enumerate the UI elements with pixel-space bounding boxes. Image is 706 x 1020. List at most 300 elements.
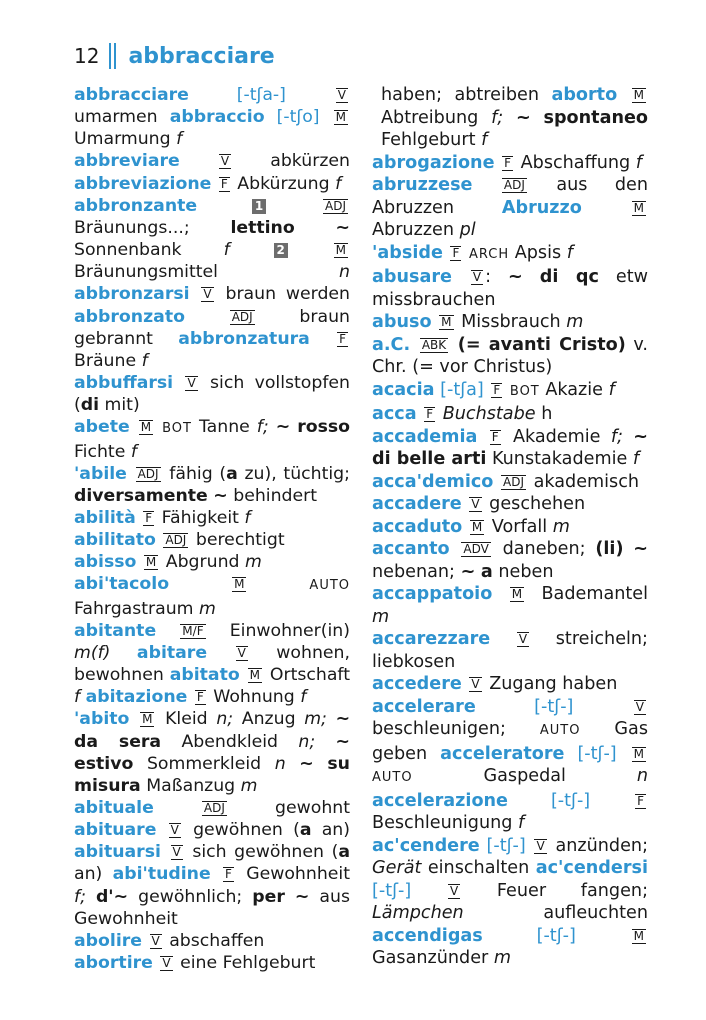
pos-tag: M [249,668,260,683]
headword: accelerare [372,696,476,717]
compound: rosso [297,417,351,438]
pos-tag: V [187,376,196,391]
gender: n [274,753,286,774]
translation: sich gewöhnen [192,842,324,863]
headword: aborto [551,85,618,105]
gender: f [518,813,525,833]
field-label: ARCH [468,246,510,262]
translation: Abschaffung [520,152,631,173]
compound: di belle arti [372,449,487,469]
pos-tag: V [162,956,171,971]
translation: Kunstakademie [491,449,628,469]
pronunciation: [-tʃ-] [577,743,617,764]
tilde: ~ [294,886,310,907]
preposition: a [338,842,350,863]
pos-tag: V [220,154,230,169]
translation: Gasanzünder [372,948,489,968]
translation: Feuer fangen; [496,880,648,901]
headword: abilità [74,507,136,528]
translation: Gas geben [372,719,648,764]
gender: f [335,173,342,194]
headword: abilitato [74,530,156,551]
field-label: AUTO [309,578,351,594]
headword: acceleratore [440,743,565,764]
dictionary-entry [372,242,648,267]
tilde: ~ [335,217,351,238]
pos-tag: M [335,243,347,258]
pos-tag: ADJ [231,309,253,324]
gender: n [339,262,350,283]
compound: per [252,886,285,907]
pos-tag: M [145,555,157,570]
preposition: a [480,561,493,582]
headword: abbronzante [74,195,198,216]
translation: neben [498,561,554,582]
translation: Apsis [514,242,562,263]
gender: m [493,948,512,968]
dictionary-entry [372,266,648,311]
dictionary-entry [372,174,648,242]
pos-tag: V [151,933,160,948]
translation: Beschleunigung [372,813,513,833]
pronunciation: [-tʃ-] [372,880,412,901]
pos-tag: ADJ [503,474,524,489]
dictionary-entry [372,493,648,516]
dictionary-entry [372,152,648,175]
headword: abi'tacolo [74,574,170,595]
gender: m [566,312,584,332]
headword: abitato [169,665,240,686]
dictionary-entry [74,797,350,930]
pos-tag: V [203,287,212,302]
dictionary-entry [372,696,648,835]
headword: abbronzarsi [74,284,190,305]
translation: aus Gewohnheit [74,886,350,929]
headword: abbreviazione [74,173,212,194]
gender: m [372,606,390,627]
translation: zu), tüchtig; [244,463,350,484]
sense-number: 2 [274,243,288,258]
translation: geschehen [489,494,586,514]
pos-tag: F [339,331,346,346]
pos-tag: F [426,407,434,421]
pos-tag: M [633,88,644,102]
tilde: ~ [335,709,351,730]
preposition: a [226,463,238,484]
pos-tag: ABK [421,337,447,352]
dictionary-entry [372,583,648,628]
translation: abschaffen [169,930,265,951]
dictionary-entry [74,708,350,797]
pos-tag: ADV [463,542,489,556]
translation: nebenan; [372,561,455,582]
translation: Bräunungs...; [74,217,190,238]
translation: Maßanzug [146,775,236,796]
pos-tag: M/F [182,623,204,638]
translation: Vorfall [491,516,548,537]
sense-number: 1 [252,199,266,214]
gender: m(f) [74,642,111,663]
headword: accaduto [372,516,463,537]
gender: m; [304,709,327,730]
dictionary-entry [372,628,648,673]
gender: f [244,507,251,528]
translation: Bräune [74,350,137,371]
dictionary-entry [372,379,648,404]
headword: acca [372,404,417,424]
translation: Gewohnheit [246,864,350,885]
gender: n; [298,731,316,752]
dictionary-entry [74,573,350,619]
translation: an) [74,864,103,885]
compound: d'~ [95,886,129,907]
translation: Akazie [545,379,603,400]
pronunciation: [-tʃa] [440,379,484,400]
tilde: ~ [508,267,523,287]
headword: 'abside [372,242,443,263]
translation: Wohnung [213,687,295,708]
gender: m [199,598,216,619]
headword: 'abito [74,709,130,730]
translation: berechtigt [195,530,285,551]
dictionary-entry [74,463,350,507]
translation: Fahrgastraum [74,598,194,619]
headword: acacia [372,379,435,400]
translation: liebkosen [372,651,456,672]
dictionary-entry [372,835,648,970]
paren: ( [219,463,227,484]
note: Buchstabe [442,404,536,424]
colon: : [485,267,492,287]
tilde: ~ [299,753,314,774]
page-number: 12 [74,44,100,68]
pronunciation: [-tʃo] [276,107,320,128]
pos-tag: ADJ [325,198,347,213]
pos-tag: F [491,429,499,444]
headword: a.C. [372,334,411,355]
dictionary-entry [74,529,350,551]
translation: umarmen [74,107,158,128]
dictionary-entry [372,334,648,379]
paren: ( [74,395,81,416]
preposition: a [299,820,312,841]
translation: abkürzen [270,151,350,172]
headword: abitante [74,620,157,641]
pos-tag: ADJ [137,466,159,481]
running-head: abbracciare [128,43,275,69]
translation: sich vollstopfen [210,373,350,394]
compound: estivo [74,753,134,774]
pos-tag: F [220,176,228,191]
headword: 'abile [74,463,127,484]
note: Gerät [372,858,422,878]
dictionary-entry [372,403,648,426]
gender: m [552,516,570,537]
headword: abisso [74,552,137,573]
gender: f [635,152,642,173]
translation: Abruzzen [372,220,455,240]
translation: wohnen, bewohnen [74,642,350,686]
dictionary-entry [372,311,648,334]
pos-tag: F [225,867,232,882]
translation: Tanne [198,417,250,438]
gender: m [240,775,258,796]
pos-tag: M [441,315,452,329]
dictionary-entry [74,372,350,416]
translation: mit) [104,395,140,416]
translation: gewohnt [275,798,351,818]
dictionary-entry [74,620,350,709]
gender: f [74,687,81,708]
pronunciation: [-tʃ-] [534,696,574,717]
pos-tag: V [635,699,644,714]
gender: f [130,441,137,462]
headword: abbracciare [74,85,189,105]
translation: streicheln; [555,629,648,649]
translation: daneben; [502,539,586,559]
dictionary-entry [74,84,350,150]
gender: f [632,449,640,469]
translation: haben; abtreiben [381,85,539,105]
headword: accadere [372,494,462,514]
left-column [74,84,350,974]
headword: accelerazione [372,790,508,811]
pos-tag: ADJ [503,178,525,192]
tilde: ~ [515,107,531,128]
dictionary-entry [74,930,350,952]
headword: abituare [74,820,157,841]
translation: aufleuchten [543,903,648,923]
tilde: ~ [335,731,351,752]
pronunciation: [-tʃa-] [236,85,286,105]
pos-tag: V [237,645,246,660]
tilde: ~ [633,539,648,559]
headword: accademia [372,426,478,447]
translation: gewöhnlich; [138,886,243,907]
tilde: ~ [633,426,649,447]
translation: braun gebrannt [74,306,350,349]
pos-tag: F [196,690,204,705]
translation: Kleid [165,709,208,730]
headword: abitazione [85,687,188,708]
field-label: BOT [509,383,540,399]
dictionary-entry [74,150,350,194]
dictionary-entry [74,551,350,573]
pos-tag: V [337,88,347,102]
tilde: ~ [275,417,291,438]
headword: abbronzato [74,306,185,327]
translation: beschleunigen; [372,719,506,739]
tilde: ~ [213,485,228,506]
compound: spontaneo [543,107,648,128]
pos-tag: M [471,519,483,534]
gender: f [223,240,230,261]
translation: fähig [169,463,213,484]
translation: anzünden; [555,835,649,856]
pos-tag: M [234,577,245,592]
pos-tag: M [633,928,645,943]
translation: an) [321,820,350,841]
note: Lämpchen [372,903,464,923]
field-label: BOT [162,421,192,437]
headword: abruzzese [372,175,473,195]
pronunciation: [-tʃ-] [550,790,591,811]
headword: accarezzare [372,629,491,649]
field-label: AUTO [372,770,413,785]
headword: abolire [74,930,142,951]
dictionary-entry [372,673,648,696]
gender: m [245,552,262,573]
gender: f; [610,426,623,447]
headword: Abruzzo [501,197,582,218]
field-label: AUTO [539,723,581,738]
translation: aus den Abruzzen [372,175,649,218]
pos-tag: ADJ [203,801,225,815]
translation: Missbrauch [461,312,561,332]
translation: Akademie [512,426,601,447]
translation: Gaspedal [483,766,566,786]
gender: f; [74,886,86,907]
translation: braun werden [225,284,350,305]
gender: f [608,379,615,400]
headword: abortire [74,953,153,974]
headword: abbronzatura [178,328,310,349]
dictionary-entry [372,426,648,471]
translation: Anzug [241,709,296,730]
gender: f [481,130,488,150]
paren: ( [331,842,339,863]
translation: eine Fehlgeburt [180,953,316,974]
gender: f [176,129,183,150]
translation: Sommerkleid [146,753,262,774]
gender: f [300,687,307,708]
pos-tag: M [142,712,153,727]
translation: Fehlgeburt [381,130,476,150]
translation: einschalten [427,858,530,878]
translation: h [541,404,553,424]
compound: diversamente [74,485,208,506]
translation: behindert [233,485,318,506]
pos-tag: ADJ [165,533,187,548]
pos-tag: V [471,497,480,511]
pos-tag: V [472,270,482,284]
translation: Sonnenbank [74,240,182,261]
headword: abete [74,417,130,438]
headword: abbraccio [169,107,265,128]
headword: abusare [372,267,452,287]
paren: ( [293,820,300,841]
gender: f; [491,107,504,128]
pos-tag: M [335,110,346,125]
compound: di qc [539,267,599,287]
headword: accanto [372,539,450,559]
pos-tag: M [633,200,645,215]
dictionary-entry [372,471,648,494]
compound: (li) [595,539,624,559]
gender: f [566,242,573,263]
compound: lettino [230,217,295,238]
dictionary-entry [372,538,648,583]
expansion: (= avanti Cristo) [457,334,626,355]
pos-tag: F [145,510,153,525]
headword: ac'cendersi [535,858,648,878]
pos-tag: F [452,245,460,260]
translation: etw missbrauchen [372,267,649,310]
pos-tag: V [449,883,459,898]
tilde: ~ [460,561,476,582]
dictionary-entry [74,416,350,462]
translation: Ortschaft [269,665,350,686]
compound: su misura [74,753,350,796]
headword: abbreviare [74,151,180,172]
translation: v. Chr. (= vor Christus) [372,334,649,377]
pos-tag: V [471,677,480,691]
pos-tag: F [504,155,512,170]
translation: Zugang haben [489,674,618,694]
pos-tag: M [633,746,645,761]
preposition: di [80,395,100,416]
dictionary-entry [74,507,350,529]
translation: akademisch [533,471,640,492]
header-divider [109,43,116,69]
translation: Abtreibung [381,107,479,128]
gender: n [636,766,649,786]
translation: Umarmung [74,129,171,150]
headword: abbuffarsi [74,373,174,394]
gender: f; [256,417,269,438]
headword: ac'cendere [372,835,480,856]
translation: Fähigkeit [161,507,239,528]
translation: Einwohner(in) [229,620,350,641]
dictionary-entry-continued [372,84,648,152]
translation: Abgrund [165,552,240,573]
pronunciation: [-tʃ-] [486,835,526,856]
gender: f [141,350,148,371]
dictionary-entry [372,516,648,539]
right-column [372,84,648,970]
page-header [74,40,275,72]
translation: Bademantel [541,584,649,604]
headword: abitare [136,642,208,663]
pos-tag: V [536,838,545,853]
translation: Bräunungsmittel [74,262,218,283]
pos-tag: V [170,823,179,838]
headword: accendigas [372,925,483,946]
headword: abi'tudine [112,864,211,885]
gender: pl [459,220,476,240]
translation: Fichte [74,441,126,462]
headword: acca'demico [372,471,494,492]
headword: abuso [372,312,432,332]
headword: abituale [74,798,154,818]
pronunciation: [-tʃ-] [536,925,576,946]
translation: gewöhnen [193,820,283,841]
pos-tag: M [140,420,152,435]
headword: accedere [372,674,462,694]
pos-tag: F [493,382,501,397]
headword: accappatoio [372,584,493,604]
translation: Abkürzung [237,173,330,194]
pos-tag: M [511,587,523,601]
headword: abituarsi [74,842,161,863]
headword: abrogazione [372,152,495,173]
pos-tag: F [637,793,645,808]
pos-tag: V [518,632,528,646]
dictionary-entry [74,952,350,974]
translation: Abendkleid [181,731,279,752]
gender: n; [216,709,234,730]
dictionary-entry [74,195,350,372]
